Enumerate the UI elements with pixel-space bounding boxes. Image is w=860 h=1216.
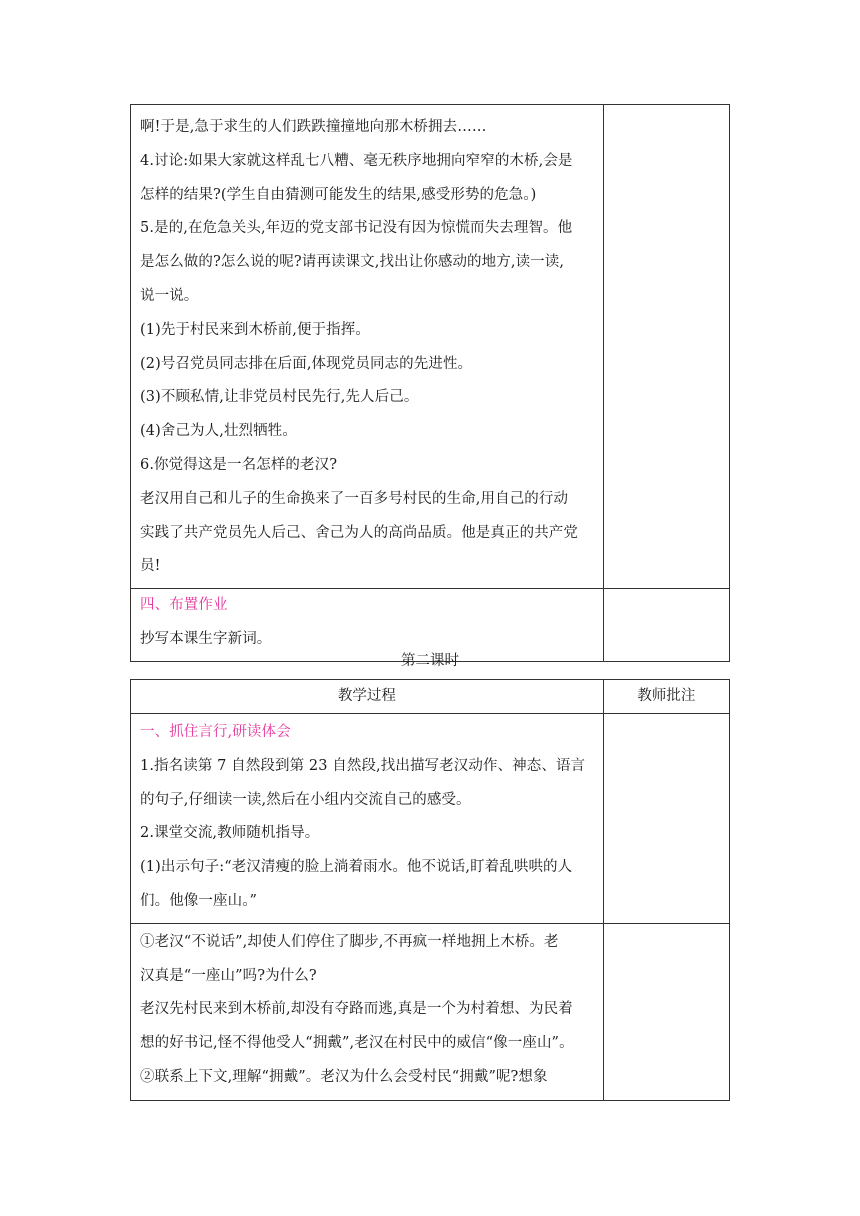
text-line: 5.是的,在危急关头,年迈的党支部书记没有因为惊慌而失去理智。他	[140, 220, 573, 237]
text-line: (4)舍己为人,壮烈牺牲。	[140, 423, 297, 440]
notes-cell	[603, 105, 729, 589]
text-line: 抄写本课生字新词。	[140, 630, 272, 647]
text-line: 汉真是“一座山”吗?为什么?	[140, 967, 317, 984]
text-line: (1)先于村民来到木桥前,便于指挥。	[140, 321, 370, 338]
text-line: ②联系上下文,理解“拥戴”。老汉为什么会受村民“拥戴”呢?想象	[140, 1068, 548, 1085]
table-row	[131, 923, 730, 1100]
text-line: 2.课堂交流,教师随机指导。	[140, 825, 320, 842]
text-line: 的句子,仔细读一读,然后在小组内交流自己的感受。	[140, 791, 471, 808]
notes-cell	[603, 714, 729, 924]
text-line: 说一说。	[140, 287, 199, 304]
text-line: 6.你觉得这是一名怎样的老汉?	[140, 456, 338, 473]
header-notes: 教师批注	[603, 680, 729, 714]
text-line: 们。他像一座山。”	[140, 892, 258, 909]
text-line: 实践了共产党员先人后己、舍己为人的高尚品质。他是真正的共产党	[140, 524, 578, 541]
section-heading: 四、布置作业	[140, 597, 228, 614]
section-caption: 第二课时	[401, 653, 459, 669]
text-line: ①老汉“不说话”,却使人们停住了脚步,不再疯一样地拥上木桥。老	[140, 933, 559, 950]
table-row	[131, 105, 730, 589]
text-line: 1.指名读第 7 自然段到第 23 自然段,找出描写老汉动作、神态、语言	[140, 757, 586, 774]
process-cell	[131, 923, 604, 1100]
text-line: 是怎么做的?怎么说的呢?请再读课文,找出让你感动的地方,读一读,	[140, 254, 565, 271]
table-row	[131, 714, 730, 924]
notes-cell	[603, 923, 729, 1100]
text-line: 老汉先村民来到木桥前,却没有夺路而逃,真是一个为村着想、为民着	[140, 1001, 573, 1018]
section-heading: 一、抓住言行,研读体会	[140, 724, 291, 740]
text-line: 怎样的结果?(学生自由猜测可能发生的结果,感受形势的危急。)	[140, 186, 537, 203]
text-line: 老汉用自己和儿子的生命换来了一百多号村民的生命,用自己的行动	[140, 490, 569, 507]
text-line: (1)出示句子:“老汉清瘦的脸上淌着雨水。他不说话,盯着乱哄哄的人	[140, 859, 573, 876]
lesson-table-2	[130, 679, 730, 1101]
text-line: (2)号召党员同志排在后面,体现党员同志的先进性。	[140, 355, 473, 372]
text-lines	[140, 750, 595, 919]
header-row	[131, 680, 730, 714]
process-text	[131, 714, 603, 923]
text-line: 想的好书记,怪不得他受人“拥戴”,老汉在村民中的威信“像一座山”。	[140, 1035, 574, 1052]
lesson-table-1	[130, 104, 730, 662]
header-process: 教学过程	[131, 680, 604, 714]
process-cell	[131, 105, 604, 589]
text-line: 4.讨论:如果大家就这样乱七八糟、毫无秩序地拥向窄窄的木桥,会是	[140, 152, 573, 169]
text-line: (3)不顾私情,让非党员村民先行,先人后己。	[140, 389, 419, 406]
process-cell	[131, 714, 604, 924]
text-line: 员!	[140, 558, 161, 575]
process-text	[131, 924, 603, 1099]
process-text	[131, 105, 603, 588]
text-line: 啊!于是,急于求生的人们跌跌撞撞地向那木桥拥去……	[140, 119, 487, 135]
